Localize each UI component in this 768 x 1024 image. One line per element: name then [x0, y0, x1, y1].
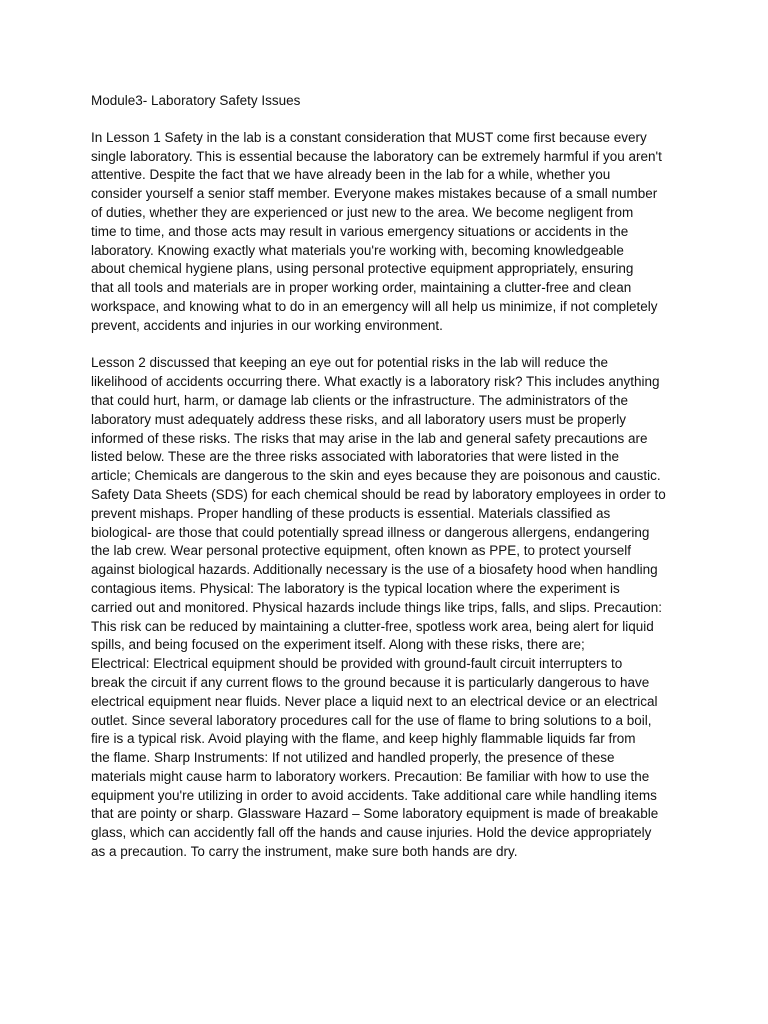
text-line: break the circuit if any current flows to the ground because it is particularly dangerous to have [91, 674, 650, 690]
text-line: In Lesson 1 Safety in the lab is a constant consideration that MUST come first because every [91, 129, 647, 145]
text-line: carried out and monitored. Physical hazards include things like trips, falls, and slips. Precaution: [91, 599, 663, 615]
text-line: workspace, and knowing what to do in an emergency will all help us minimize, if not completely [91, 298, 658, 314]
text-line: attentive. Despite the fact that we have already been in the lab for a while, whether you [91, 167, 611, 183]
text-line: the lab crew. Wear personal protective equipment, often known as PPE, to protect yourself [91, 543, 632, 559]
text-line: about chemical hygiene plans, using personal protective equipment appropriately, ensuring [91, 261, 634, 277]
text-line: Safety Data Sheets (SDS) for each chemical should be read by laboratory employees in order to [91, 486, 666, 502]
text-line: informed of these risks. The risks that may arise in the lab and general safety precautions are [91, 430, 648, 446]
text-line: electrical equipment near fluids. Never place a liquid next to an electrical device or an electrical [91, 693, 658, 709]
text-line: time to time, and those acts may result in various emergency situations or accidents in the [91, 223, 629, 239]
text-line: glass, which can accidently fall off the hands and cause injuries. Hold the device appropriately [91, 825, 652, 841]
text-line: that could hurt, harm, or damage lab clients or the infrastructure. The administrators of the [91, 392, 629, 408]
text-line: the flame. Sharp Instruments: If not utilized and handled properly, the presence of these [91, 750, 615, 766]
text-line: consider yourself a senior staff member. Everyone makes mistakes because of a small number [91, 186, 658, 202]
text-line: This risk can be reduced by maintaining a clutter-free, spotless work area, being alert for liquid [91, 618, 654, 634]
text-line: Lesson 2 discussed that keeping an eye out for potential risks in the lab will reduce the [91, 355, 609, 371]
text-line: prevent mishaps. Proper handling of these products is essential. Materials classified as [91, 505, 611, 521]
text-line: likelihood of accidents occurring there. What exactly is a laboratory risk? This includes anything [91, 374, 660, 390]
text-line: single laboratory. This is essential because the laboratory can be extremely harmful if you aren't [91, 148, 662, 164]
text-line: fire is a typical risk. Avoid playing with the flame, and keep highly flammable liquids far from [91, 731, 636, 747]
text-line: that all tools and materials are in proper working order, maintaining a clutter-free and clean [91, 280, 632, 296]
text-line: laboratory must adequately address these risks, and all laboratory users must be properly [91, 411, 627, 427]
text-line: Electrical: Electrical equipment should be provided with ground-fault circuit interrupters to [91, 656, 623, 672]
text-line: against biological hazards. Additionally necessary is the use of a biosafety hood when handling [91, 562, 658, 578]
text-line: contagious items. Physical: The laboratory is the typical location where the experiment is [91, 580, 620, 596]
text-line: equipment you're utilizing in order to avoid accidents. Take additional care while handling items [91, 787, 657, 803]
paragraph-1 [91, 129, 698, 336]
text-line: spills, and being focused on the experiment itself. Along with these risks, there are; [91, 637, 585, 653]
text-line: that are pointy or sharp. Glassware Hazard – Some laboratory equipment is made of breakable [91, 806, 659, 822]
text-line: article; Chemicals are dangerous to the skin and eyes because they are poisonous and caustic. [91, 468, 661, 484]
document-body [91, 129, 698, 862]
text-line: as a precaution. To carry the instrument, make sure both hands are dry. [91, 844, 518, 860]
text-line: outlet. Since several laboratory procedures call for the use of flame to bring solutions to a boil, [91, 712, 652, 728]
text-line: of duties, whether they are experienced or just new to the area. We become negligent from [91, 204, 634, 220]
paragraph-2 [91, 354, 698, 862]
text-line: materials might cause harm to laboratory workers. Precaution: Be familiar with how to use the [91, 768, 650, 784]
text-line: laboratory. Knowing exactly what materials you're working with, becoming knowledgeable [91, 242, 624, 258]
text-line: biological- are those that could potentially spread illness or dangerous allergens, endangering [91, 524, 650, 540]
document-title: Module3- Laboratory Safety Issues [91, 93, 301, 108]
text-line: listed below. These are the three risks associated with laboratories that were listed in the [91, 449, 620, 465]
text-line: prevent, accidents and injuries in our working environment. [91, 317, 443, 333]
